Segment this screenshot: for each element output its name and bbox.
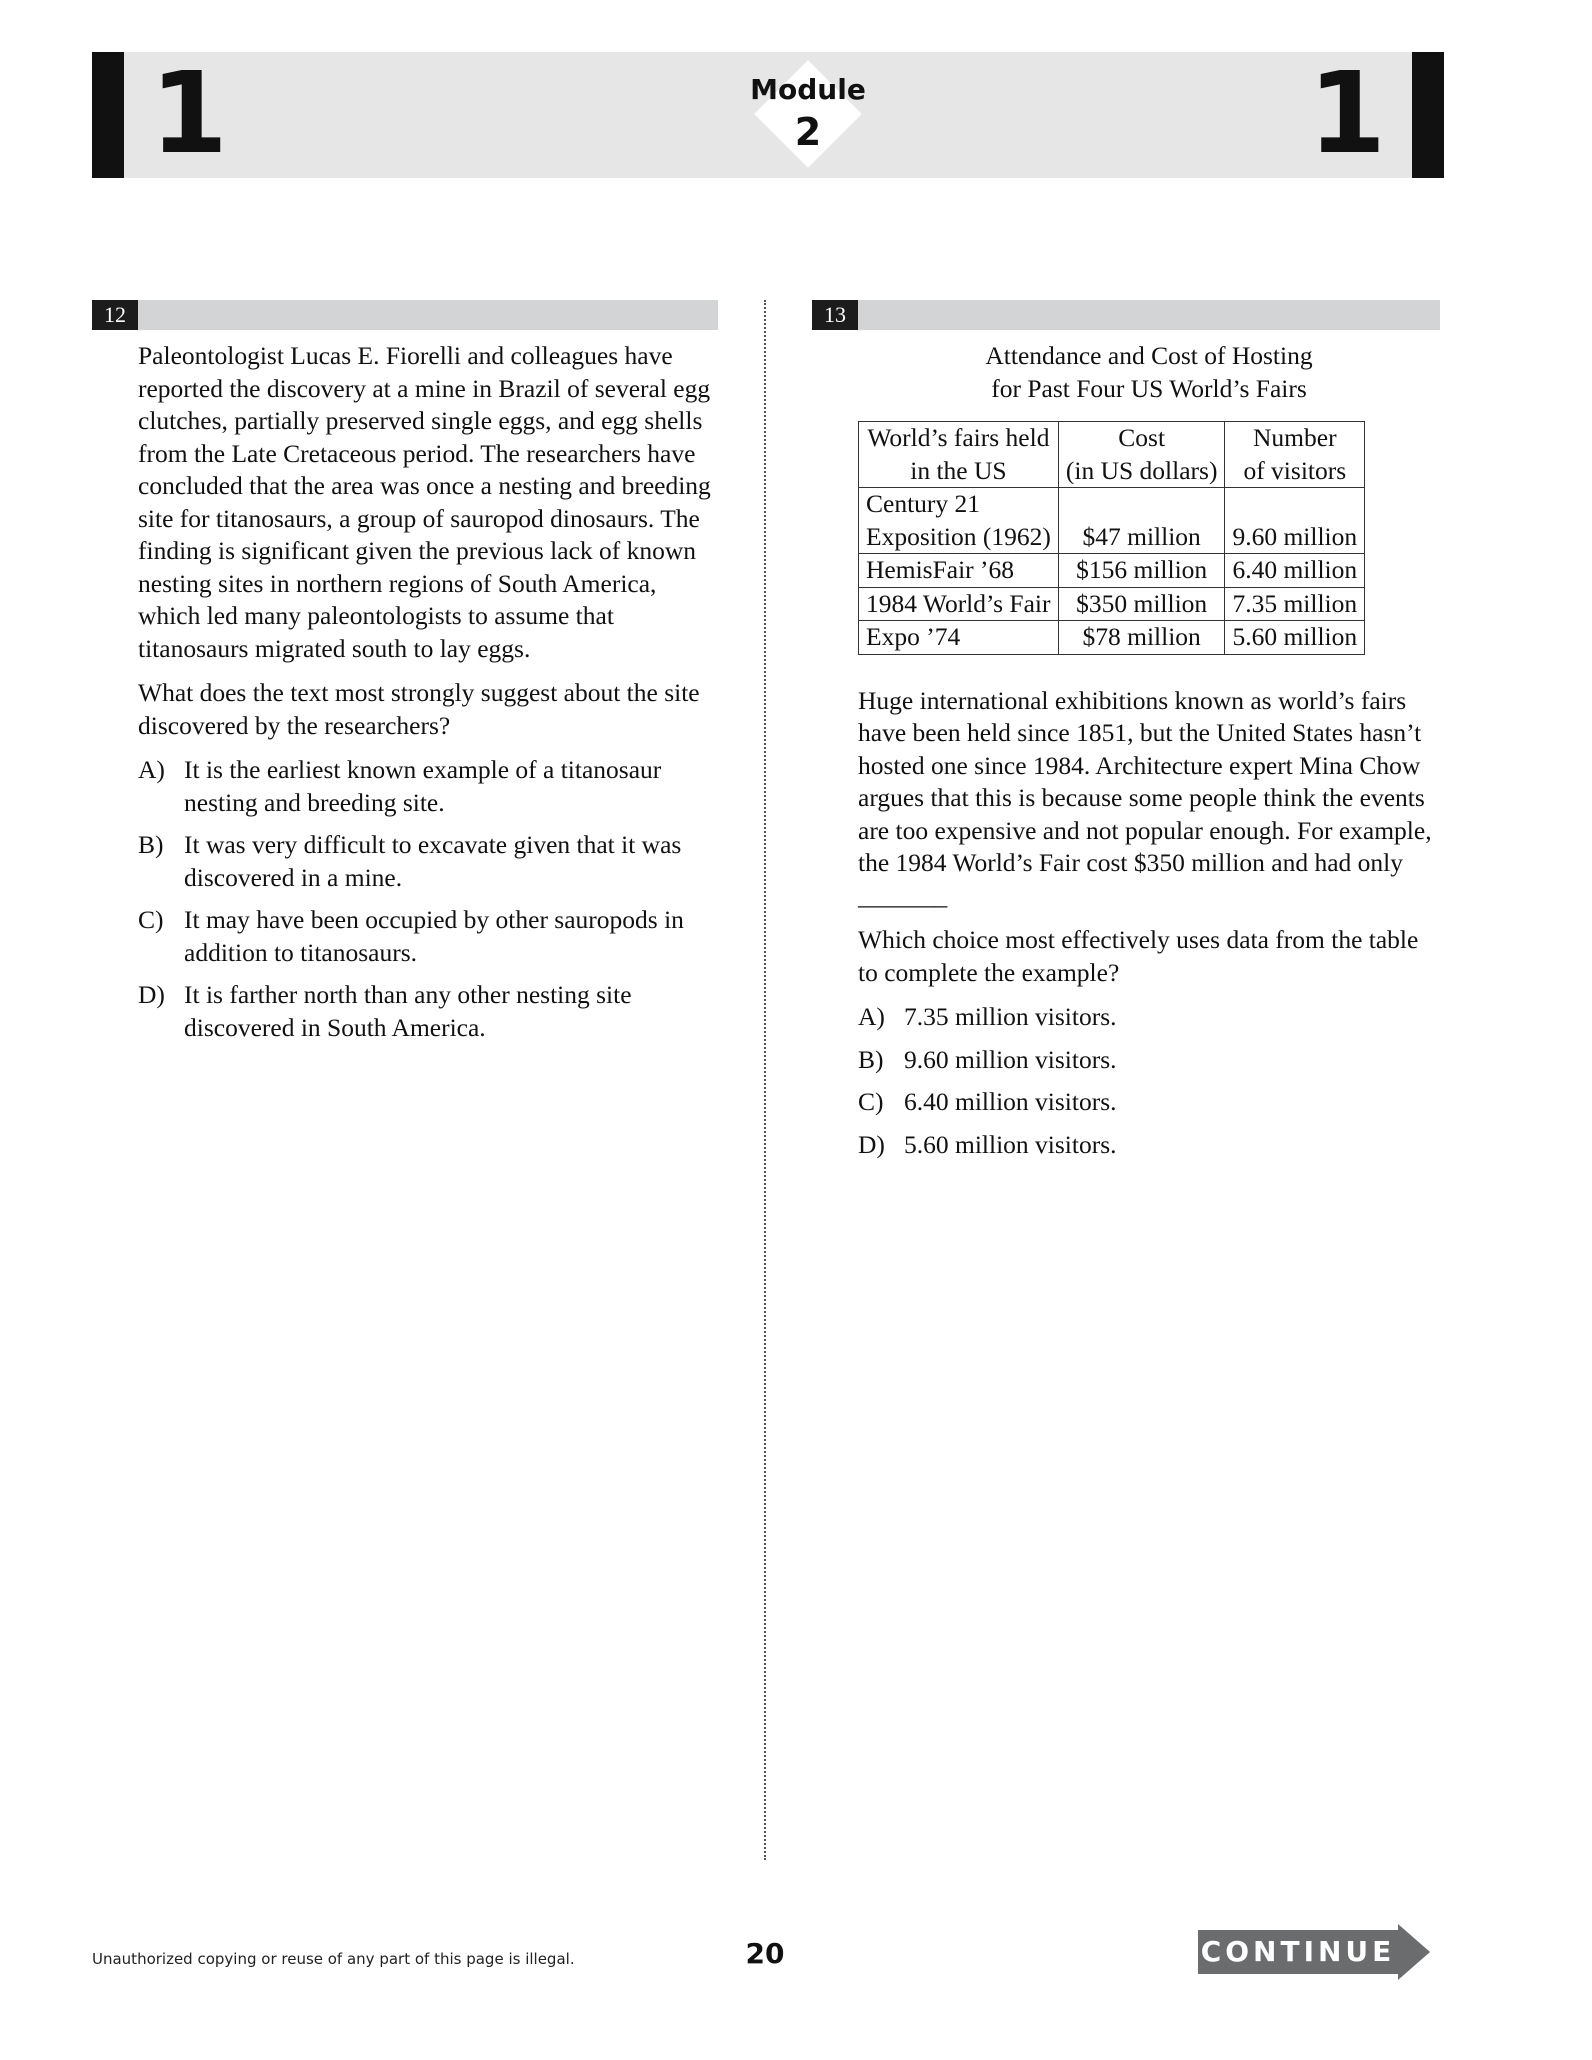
table-cell-cost: $47 million xyxy=(1058,488,1225,554)
choice-text: It may have been occupied by other sauropods in addition to titanosaurs. xyxy=(184,905,684,967)
choice-d[interactable] xyxy=(138,979,720,1044)
table-title-line: for Past Four US World’s Fairs xyxy=(991,373,1307,403)
question-13-passage: Huge international exhibitions known as world’s fairs have been held since 1851, but the United States hasn’t hosted one since 1984. Architecture expert Mina Chow argues that this is because some people think the events are too expensive and not popular enough. For example, the 1984 World’s Fair cost $350 million and had only _______ xyxy=(858,685,1432,910)
module-label: Module xyxy=(750,73,866,106)
table-cell-cost: $78 million xyxy=(1058,621,1225,655)
continue-label: CONTINUE xyxy=(1200,1935,1396,1968)
section-number-left: 1 xyxy=(150,49,228,179)
choice-text: It is the earliest known example of a titanosaur nesting and breeding site. xyxy=(184,755,662,817)
choice-letter: D) xyxy=(138,980,165,1009)
choice-letter: C) xyxy=(138,905,164,934)
table-row xyxy=(859,587,1365,621)
cell-line: Exposition (1962) xyxy=(866,521,1051,551)
choice-b[interactable] xyxy=(138,829,720,894)
choice-letter: C) xyxy=(858,1087,884,1116)
choice-b[interactable] xyxy=(858,1044,1440,1077)
table-cell-cost: $350 million xyxy=(1058,587,1225,621)
choice-text: It was very difficult to excavate given that it was discovered in a mine. xyxy=(184,830,682,892)
question-13 xyxy=(858,340,1440,1171)
choice-d[interactable] xyxy=(858,1129,1440,1162)
table-cell-visitors: 6.40 million xyxy=(1225,554,1365,588)
header-line: Number xyxy=(1253,423,1337,452)
table-cell-visitors: 9.60 million xyxy=(1225,488,1365,554)
question-13-bar xyxy=(812,300,1440,330)
choice-letter: B) xyxy=(138,830,164,859)
table-header xyxy=(1225,422,1365,488)
choice-c[interactable] xyxy=(858,1086,1440,1119)
question-13-prompt: Which choice most effectively uses data from the table to complete the example? xyxy=(858,925,1419,987)
module-number: 2 xyxy=(794,110,822,154)
choice-letter: A) xyxy=(858,1002,885,1031)
question-12 xyxy=(138,340,720,1054)
header-line: (in US dollars) xyxy=(1065,455,1218,485)
question-12-prompt: What does the text most strongly suggest about the site discovered by the researchers? xyxy=(138,678,700,740)
table-cell-visitors: 5.60 million xyxy=(1225,621,1365,655)
table-cell-visitors: 7.35 million xyxy=(1225,587,1365,621)
question-13-choices xyxy=(858,1001,1440,1161)
choice-c[interactable] xyxy=(138,904,720,969)
question-12-bar xyxy=(92,300,718,330)
choice-text: 7.35 million visitors. xyxy=(904,1002,1117,1031)
table-row xyxy=(859,621,1365,655)
cell-line: Century 21 xyxy=(866,489,981,518)
question-12-choices xyxy=(138,754,720,1044)
table-title xyxy=(858,340,1440,405)
question-12-passage: Paleontologist Lucas E. Fiorelli and colleagues have reported the discovery at a mine in Brazil of several egg clutches, partially preserved single eggs, and egg shells from the Late Cretaceous period. The researchers have concluded that the area was once a nesting and breeding site for titanosaurs, a group of sauropod dinosaurs. The finding is significant given the previous lack of known nesting sites in northern regions of South America, which led many paleontologists to assume that titanosaurs migrated south to lay eggs. xyxy=(138,341,711,663)
table-cell-fair xyxy=(859,488,1059,554)
table-cell-cost: $156 million xyxy=(1058,554,1225,588)
copyright-note: Unauthorized copying or reuse of any part of this page is illegal. xyxy=(92,1950,575,1968)
section-number-right: 1 xyxy=(1308,49,1386,179)
table-header-row xyxy=(859,422,1365,488)
choice-text: 9.60 million visitors. xyxy=(904,1044,1117,1074)
section-bar-right xyxy=(1412,52,1444,178)
question-number: 12 xyxy=(92,300,138,330)
column-divider xyxy=(764,300,766,1860)
table-header xyxy=(1058,422,1225,488)
page-number: 20 xyxy=(745,1937,785,1970)
worlds-fairs-table xyxy=(858,421,1365,655)
header-line: World’s fairs held xyxy=(867,423,1050,452)
table-row xyxy=(859,554,1365,588)
choice-text: 5.60 million visitors. xyxy=(904,1129,1117,1159)
table-cell-fair: 1984 World’s Fair xyxy=(859,587,1059,621)
choice-a[interactable] xyxy=(858,1001,1440,1034)
question-number: 13 xyxy=(812,300,858,330)
choice-letter: D) xyxy=(858,1129,885,1159)
table-row xyxy=(859,488,1365,554)
table-cell-fair: Expo ’74 xyxy=(859,621,1059,655)
continue-button[interactable] xyxy=(1198,1924,1430,1980)
choice-a[interactable] xyxy=(138,754,720,819)
table-header xyxy=(859,422,1059,488)
choice-text: It is farther north than any other nesting site discovered in South America. xyxy=(184,980,632,1042)
choice-letter: B) xyxy=(858,1044,884,1074)
choice-text: 6.40 million visitors. xyxy=(904,1087,1117,1116)
table-cell-fair: HemisFair ’68 xyxy=(859,554,1059,588)
choice-letter: A) xyxy=(138,755,165,784)
table-title-line: Attendance and Cost of Hosting xyxy=(985,341,1313,370)
header-line: in the US xyxy=(910,455,1007,485)
module-header xyxy=(92,49,1444,179)
header-line: Cost xyxy=(1118,423,1166,452)
header-line: of visitors xyxy=(1243,455,1347,485)
